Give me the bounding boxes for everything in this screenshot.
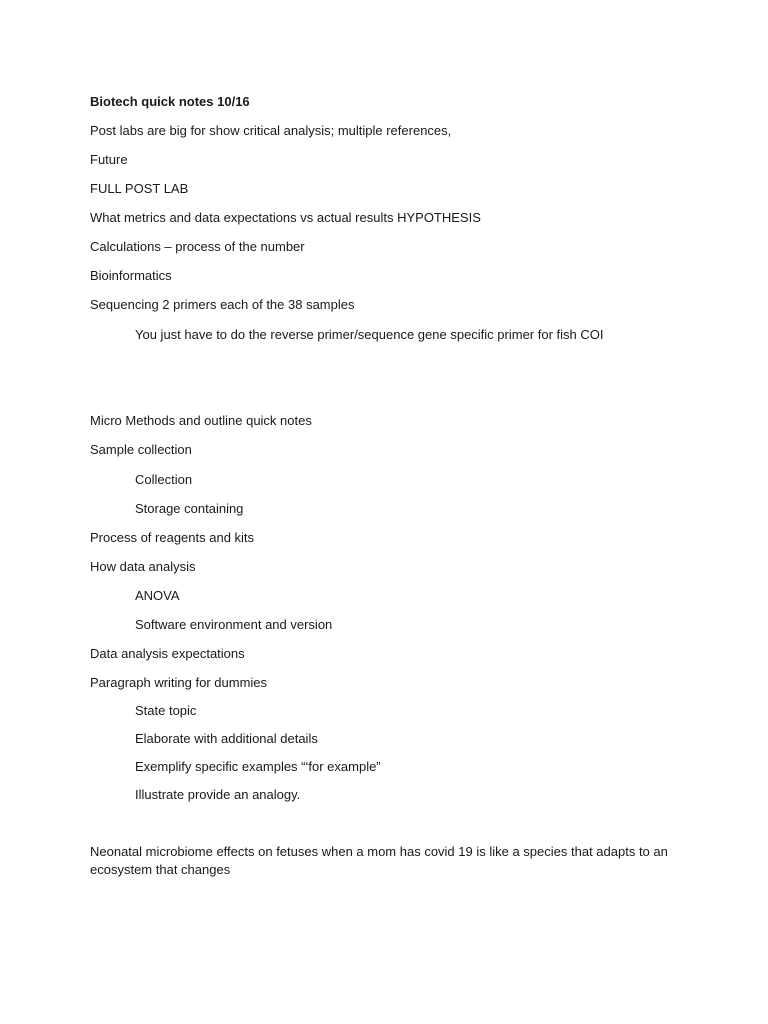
- note-line: What metrics and data expectations vs actual results HYPOTHESIS: [90, 210, 481, 225]
- note-subline: State topic: [135, 703, 197, 718]
- note-subline: ANOVA: [135, 588, 180, 603]
- note-subline: Illustrate provide an analogy.: [135, 787, 301, 802]
- note-line: Data analysis expectations: [90, 646, 245, 661]
- note-line: Process of reagents and kits: [90, 530, 255, 545]
- note-line: Paragraph writing for dummies: [90, 675, 268, 690]
- note-line: Sample collection: [90, 442, 192, 457]
- document-title: Biotech quick notes 10/16: [90, 94, 250, 109]
- note-line: How data analysis: [90, 559, 196, 574]
- note-line: Calculations – process of the number: [90, 239, 305, 254]
- note-subline: Software environment and version: [135, 617, 333, 632]
- note-subline: You just have to do the reverse primer/sequence gene specific primer for fish COI: [135, 327, 604, 342]
- note-line: Post labs are big for show critical analysis; multiple references,: [90, 123, 452, 138]
- section-heading: Micro Methods and outline quick notes: [90, 413, 312, 428]
- note-line: Sequencing 2 primers each of the 38 samples: [90, 297, 355, 312]
- note-line: Future: [90, 152, 128, 167]
- note-subline: Exemplify specific examples “‘for example”: [135, 759, 381, 774]
- closing-paragraph: Neonatal microbiome effects on fetuses when a mom has covid 19 is like a species that adapts to an ecosystem that changes: [90, 844, 668, 877]
- note-line: FULL POST LAB: [90, 181, 189, 196]
- note-subline: Elaborate with additional details: [135, 731, 318, 746]
- note-line: Bioinformatics: [90, 268, 172, 283]
- note-subline: Storage containing: [135, 501, 244, 516]
- note-subline: Collection: [135, 472, 193, 487]
